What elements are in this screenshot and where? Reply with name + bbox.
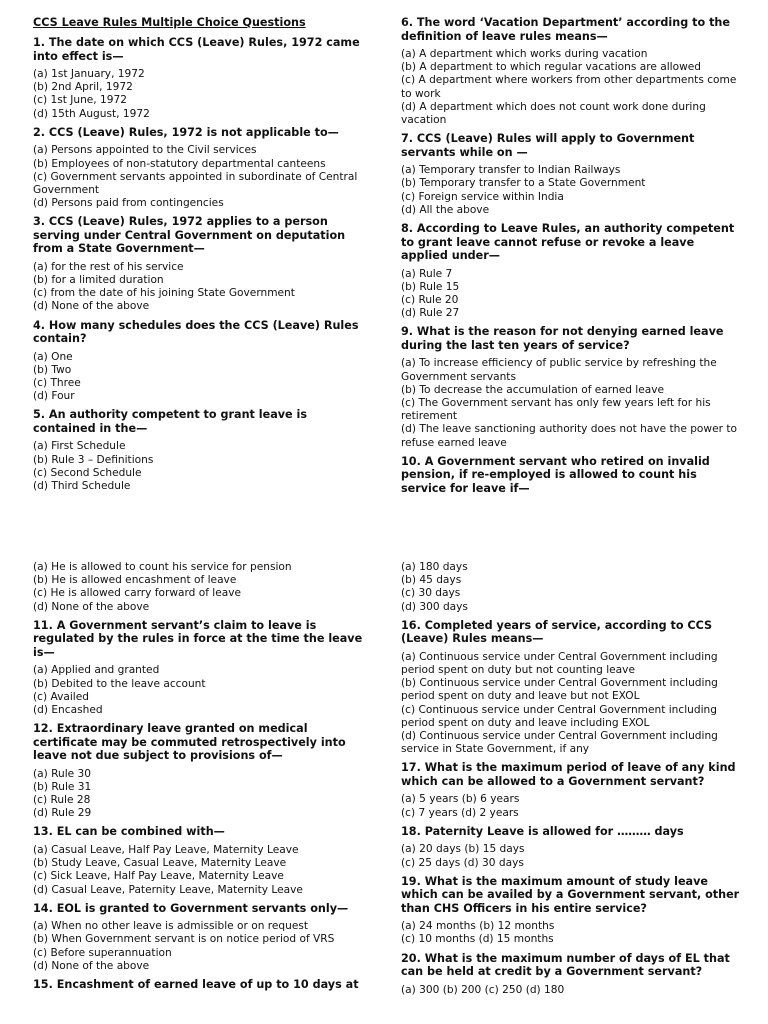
question-block [401,825,743,870]
question-block [33,408,363,493]
option: (c) Before superannuation [33,946,172,959]
option: (c) 1st June, 1972 [33,94,128,107]
option: (c) from the date of his joining State Government [33,287,295,300]
option: (c) He is allowed carry forward of leave [33,587,242,600]
option: (a) 24 months (b) 12 months [401,920,555,933]
question-text: 20. What is the maximum number of days of EL that can be held at credit by a Government servant? [401,951,730,979]
question-text: 3. CCS (Leave) Rules, 1972 applies to a person serving under Central Government on deputation from a State Government— [33,215,346,256]
question-block [401,561,743,614]
option: (a) One [33,350,73,363]
option: (a) for the rest of his service [33,260,184,273]
option: (c) Availed [33,690,89,703]
option: (b) Continuous service under Central Government including period spent on duty and leave but not EXOL [401,677,718,703]
column-right-top [401,16,743,500]
question-text: 2. CCS (Leave) Rules, 1972 is not applicable to— [33,125,339,139]
option: (a) Continuous service under Central Government including period spent on duty but not counting leave [401,650,718,677]
options-list [33,68,363,121]
question-block [401,455,743,496]
options-list [401,920,743,946]
option: (c) 10 months (d) 15 months [401,933,554,946]
option: (d) None of the above [33,300,150,313]
option: (d) 300 days [401,600,468,613]
question-block [401,619,743,757]
option: (a) Temporary transfer to Indian Railways [401,164,621,177]
option: (c) Rule 20 [401,293,459,306]
options-list [401,48,743,127]
question-text: 9. What is the reason for not denying earned leave during the last ten years of service? [401,325,724,352]
question-block [33,619,363,717]
option: (d) 15th August, 1972 [33,107,150,120]
option: (c) 25 days (d) 30 days [401,856,524,869]
column-left-bottom [33,561,363,997]
question-text: 13. EL can be combined with— [33,825,225,839]
option: (c) Three [33,377,81,390]
option: (c) Government servants appointed in subordinate of Central Government [33,170,358,196]
option: (c) Foreign service within India [401,190,564,203]
question-block [401,222,743,320]
options-list [401,561,743,614]
question-block [33,722,363,820]
option: (d) A department which does not count work done during vacation [401,100,706,127]
options-list [401,268,743,321]
option: (b) 45 days [401,574,462,587]
question-block [33,825,363,896]
options-list [33,261,363,314]
question-block [401,132,743,217]
option: (c) The Government servant has only few years left for his retirement [401,396,711,423]
option: (c) A department where workers from other departments come to work [401,74,737,100]
options-list [401,164,743,217]
option: (d) Four [33,390,75,403]
option: (c) Second Schedule [33,466,142,479]
options-list [33,664,363,717]
question-block [33,978,363,992]
option: (c) 7 years (d) 2 years [401,806,519,819]
options-list [401,357,743,449]
question-text: 10. A Government servant who retired on invalid pension, if re-employed is allowed to count his service for leave if— [401,454,710,495]
question-text: 4. How many schedules does the CCS (Leave) Rules contain? [33,318,359,346]
question-block [33,319,363,404]
option: (a) A department which works during vacation [401,48,648,60]
option: (d) Persons paid from contingencies [33,197,224,210]
options-list [33,144,363,210]
option: (a) 300 (b) 200 (c) 250 (d) 180 [401,983,565,996]
option: (b) Rule 15 [401,280,460,293]
column-left-top [33,16,363,498]
option: (d) Continuous service under Central Government including service in State Government, if any [401,730,718,756]
option: (d) Encashed [33,703,103,716]
option: (a) 5 years (b) 6 years [401,793,520,806]
question-block [33,215,363,313]
option: (a) He is allowed to count his service for pension [33,561,292,573]
question-text: 11. A Government servant’s claim to leave is regulated by the rules in force at the time the leave is— [33,618,363,659]
option: (a) 1st January, 1972 [33,68,145,80]
option: (d) Third Schedule [33,480,131,493]
option: (b) Study Leave, Casual Leave, Maternity Leave [33,857,287,870]
option: (c) 30 days [401,587,461,600]
option: (d) Rule 29 [33,807,92,820]
question-block [401,952,743,997]
option: (a) 20 days (b) 15 days [401,843,525,856]
options-list [401,651,743,757]
options-list [401,843,743,869]
question-text: 1. The date on which CCS (Leave) Rules, 1972 came into effect is— [33,36,360,63]
option: (a) Rule 30 [33,767,92,780]
question-text: 8. According to Leave Rules, an authority competent to grant leave cannot refuse or revoke a leave applied under— [401,222,735,263]
option: (b) To decrease the accumulation of earned leave [401,383,665,396]
question-text: 15. Encashment of earned leave of up to 10 days at [33,978,359,992]
options-list [401,793,743,819]
column-right-bottom [401,561,743,1002]
option: (a) When no other leave is admissible or on request [33,920,309,933]
options-list [33,561,363,614]
option: (b) for a limited duration [33,274,164,287]
option: (c) Rule 28 [33,794,91,807]
options-list [33,351,363,404]
options-list [33,844,363,897]
option: (d) Casual Leave, Paternity Leave, Maternity Leave [33,883,303,896]
question-text: 18. Paternity Leave is allowed for ……… days [401,824,684,838]
option: (b) Employees of non-statutory departmental canteens [33,157,326,170]
question-text: 17. What is the maximum period of leave of any kind which can be allowed to a Government servant? [401,761,736,788]
option: (a) Persons appointed to the Civil services [33,144,257,157]
question-text: 14. EOL is granted to Government servants only— [33,901,349,915]
question-text: 19. What is the maximum amount of study leave which can be availed by a Government servant, other than CHS Officers in his entire service? [401,874,740,915]
question-text: 12. Extraordinary leave granted on medical certificate may be commuted retrospectively into leave not due subject to provisions of— [33,722,346,763]
option: (b) When Government servant is on notice period of VRS [33,933,335,946]
option: (d) None of the above [33,959,150,972]
options-list [33,440,363,493]
question-block [33,126,363,211]
question-block [33,36,363,121]
question-text: 5. An authority competent to grant leave is contained in the— [33,408,308,435]
option: (d) All the above [401,203,490,216]
option: (d) None of the above [33,600,150,613]
options-list [33,768,363,821]
question-text: 7. CCS (Leave) Rules will apply to Government servants while on — [401,132,695,159]
options-list [401,984,743,997]
option: (b) 2nd April, 1972 [33,81,133,94]
option: (d) The leave sanctioning authority does not have the power to refuse earned leave [401,423,737,449]
question-text: 16. Completed years of service, according to CCS (Leave) Rules means— [401,618,713,646]
option: (a) 180 days [401,561,468,573]
option: (b) Debited to the leave account [33,677,206,690]
option: (a) Rule 7 [401,267,453,280]
document-title: CCS Leave Rules Multiple Choice Questions [33,16,306,29]
option: (a) Casual Leave, Half Pay Leave, Maternity Leave [33,843,299,856]
options-list [33,920,363,973]
option: (a) First Schedule [33,440,126,453]
question-text: 6. The word ‘Vacation Department’ according to the definition of leave rules means— [401,16,730,43]
option: (b) He is allowed encashment of leave [33,574,237,587]
option: (b) Temporary transfer to a State Government [401,177,646,190]
question-block [401,16,743,127]
option: (c) Sick Leave, Half Pay Leave, Maternity Leave [33,870,284,883]
option: (b) Two [33,363,72,376]
option: (b) A department to which regular vacations are allowed [401,61,702,74]
question-block [401,761,743,819]
question-block [33,561,363,614]
option: (d) Rule 27 [401,307,460,320]
question-block [401,875,743,947]
option: (c) Continuous service under Central Government including period spent on duty and leave including EXOL [401,703,717,729]
option: (a) To increase efficiency of public service by refreshing the Government servants [401,357,717,383]
option: (b) Rule 3 – Definitions [33,453,154,466]
question-block [401,325,743,449]
option: (b) Rule 31 [33,780,92,793]
option: (a) Applied and granted [33,664,160,677]
question-block [33,902,363,973]
